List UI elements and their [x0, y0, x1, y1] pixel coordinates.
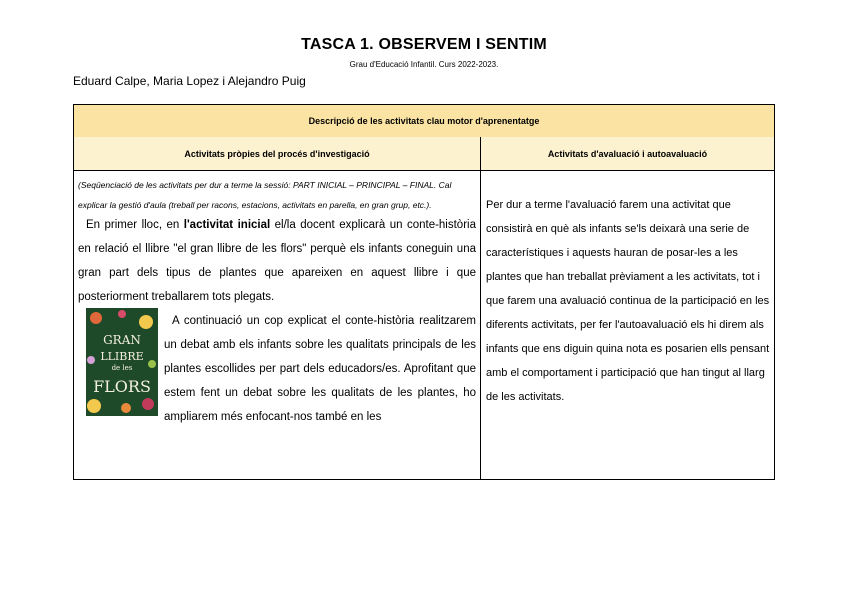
- flower-yellow-2: [87, 399, 101, 413]
- page-title: TASCA 1. OBSERVEM I SENTIM: [301, 36, 547, 53]
- cover-word-1: GRAN: [103, 333, 141, 347]
- p1-text-end: el/la docent explicarà un conte-història en relació el llibre "el gran llibre de les flors" perquè els infants coneguin una gran part dels tipus de plantes que apareixen en aquest llibre i que posteriorment treballarem tots plegats.: [78, 219, 476, 303]
- flower-pink: [118, 310, 126, 318]
- column-header-evaluation: Activitats d'avaluació i autoavaluació: [481, 137, 774, 171]
- p1-text-start: En primer lloc, en: [86, 219, 184, 231]
- book-cover-svg: [86, 308, 158, 416]
- p2-text: A continuació un cop explicat el conte-història realitzarem un debat amb els infants sobre les qualitats principals de les plantes escollides per part dels educadors/es. Aprofitant que estem fent un debat sobre les qualitats de les plantes, ho ampliarem més enfocant-nos també en les: [164, 315, 476, 423]
- leaf-light: [148, 360, 156, 368]
- column-header-investigation: Activitats pròpies del procés d'investigació: [74, 137, 481, 171]
- cover-word-2: LLIBRE: [100, 350, 144, 363]
- activities-table: [73, 104, 775, 480]
- cover-word-3: de les: [111, 364, 133, 372]
- authors: Eduard Calpe, Maria Lopez i Alejandro Puig: [73, 74, 306, 88]
- table-main-header: Descripció de les activitats clau motor d'aprenentatge: [74, 105, 774, 138]
- flower-yellow: [139, 315, 153, 329]
- flower-orange-2: [121, 403, 131, 413]
- page-subtitle: Grau d'Educació Infantil. Curs 2022-2023.: [349, 60, 499, 69]
- flower-orange: [90, 312, 102, 324]
- cover-word-4: FLORS: [93, 377, 151, 396]
- flower-red: [142, 398, 154, 410]
- column-divider: [480, 170, 481, 480]
- sequencing-note: (Seqüenciació de les activitats per dur a terme la sessió: PART INICIAL – PRINCIPAL – FINAL. Cal explicar la gestió d'aula (treball per racons, estacions, activitats en parella, en gran grup, etc.).: [78, 180, 452, 210]
- evaluation-cell: Per dur a terme l'avaluació farem una activitat que consistirà en què als infants se'ls deixarà una serie de característiques i aquests hauran de posar-les a les plantes que han treballat prèviament a les activitats, tot i que farem una avaluació continua de la participació en les diferents activitats, per fer l'autoavaluació els hi direm als infants que ens diguin quina nota es posarien ells pensant amb el comportament i participació que han tingut al llarg de les activitats.: [486, 199, 770, 403]
- p1-bold-text: l'activitat inicial: [183, 219, 271, 231]
- flower-lilac: [87, 356, 95, 364]
- book-cover-image: [86, 308, 158, 416]
- paragraph-initial-activity: [78, 213, 476, 309]
